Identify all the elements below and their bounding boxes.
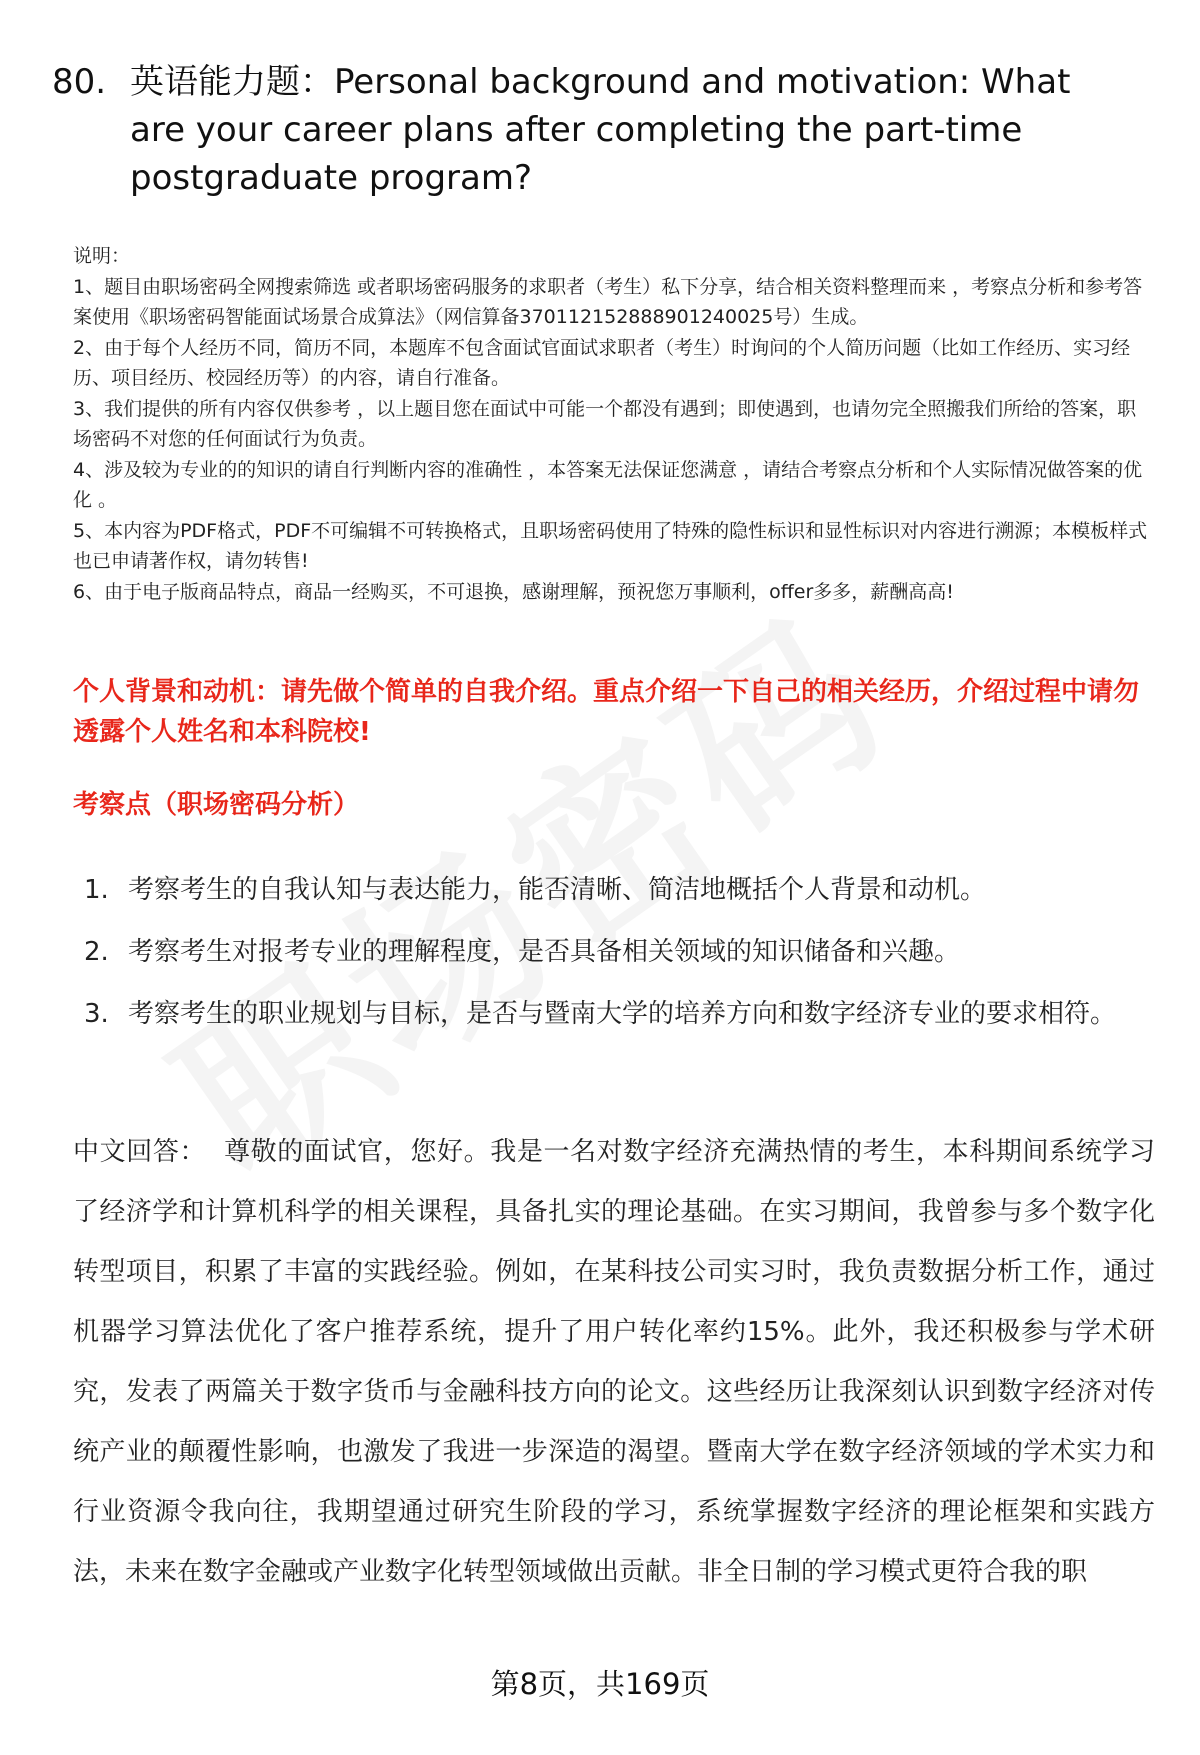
analysis-points-list	[84, 859, 1144, 1045]
question-heading	[52, 58, 1112, 202]
list-item	[84, 859, 1144, 921]
notes-item: 1、题目由职场密码全网搜索筛选 或者职场密码服务的求职者（考生）私下分享，结合相关资料整理而来 ，考察点分析和参考答案使用《职场密码智能面试场景合成算法》（网信算备370112152888901240025号）生成。	[73, 275, 1143, 328]
answer-text: 尊敬的面试官，您好。我是一名对数字经济充满热情的考生，本科期间系统学习了经济学和计算机科学的相关课程，具备扎实的理论基础。在实习期间，我曾参与多个数字化转型项目，积累了丰富的实践经验。例如，在某科技公司实习时，我负责数据分析工作，通过机器学习算法优化了客户推荐系统，提升了用户转化率约15%。此外，我还积极参与学术研究，发表了两篇关于数字货币与金融科技方向的论文。这些经历让我深刻认识到数字经济对传统产业的颠覆性影响，也激发了我进一步深造的渴望。暨南大学在数字经济领域的学术实力和行业资源令我向往，我期望通过研究生阶段的学习，系统掌握数字经济的理论框架和实践方法，未来在数字金融或产业数字化转型领域做出贡献。非全日制的学习模式更符合我的职	[73, 1137, 1155, 1587]
list-item-text: 考察考生对报考专业的理解程度，是否具备相关领域的知识储备和兴趣。	[128, 937, 961, 967]
analysis-section-title: 考察点（职场密码分析）	[73, 790, 360, 820]
notes-title: 说明：	[73, 245, 131, 267]
notes-item: 3、我们提供的所有内容仅供参考 ，以上题目您在面试中可能一个都没有遇到；即使遇到，也请勿完全照搬我们所给的答案，职场密码不对您的任何面试行为负责。	[73, 397, 1137, 450]
list-item-number: 3.	[84, 999, 109, 1029]
notes-item: 2、由于每个人经历不同，简历不同，本题库不包含面试官面试求职者（考生）时询问的个人简历问题（比如工作经历、实习经历、项目经历、校园经历等）的内容，请自行准备。	[73, 336, 1131, 389]
notes-item: 6、由于电子版商品特点，商品一经购买，不可退换，感谢理解，预祝您万事顺利，offer多多，薪酬高高!	[73, 580, 954, 603]
question-text: 英语能力题：Personal background and motivation: What are your career plans after completing the part-time postgraduate program?	[130, 62, 1071, 198]
notes-item: 4、涉及较为专业的的知识的请自行判断内容的准确性 ，本答案无法保证您满意 ，请结合考察点分析和个人实际情况做答案的优化 。	[73, 458, 1143, 511]
list-item	[84, 983, 1144, 1045]
list-item	[84, 921, 1144, 983]
chinese-answer	[73, 1122, 1155, 1602]
notes-section	[73, 241, 1153, 607]
answer-label: 中文回答：	[73, 1137, 207, 1167]
list-item-text: 考察考生的自我认知与表达能力，能否清晰、简洁地概括个人背景和动机。	[128, 875, 987, 905]
list-item-number: 2.	[84, 937, 109, 967]
prompt-highlight: 个人背景和动机：请先做个简单的自我介绍。重点介绍一下自己的相关经历，介绍过程中请勿透露个人姓名和本科院校!	[73, 677, 1140, 747]
notes-item: 5、本内容为PDF格式，PDF不可编辑不可转换格式，且职场密码使用了特殊的隐性标识和显性标识对内容进行溯源；本模板样式也已申请著作权，请勿转售!	[73, 519, 1148, 572]
question-number: 80.	[52, 62, 107, 102]
list-item-text: 考察考生的职业规划与目标，是否与暨南大学的培养方向和数字经济专业的要求相符。	[128, 999, 1117, 1029]
list-item-number: 1.	[84, 875, 109, 905]
page-footer: 第8页，共169页	[490, 1667, 710, 1701]
